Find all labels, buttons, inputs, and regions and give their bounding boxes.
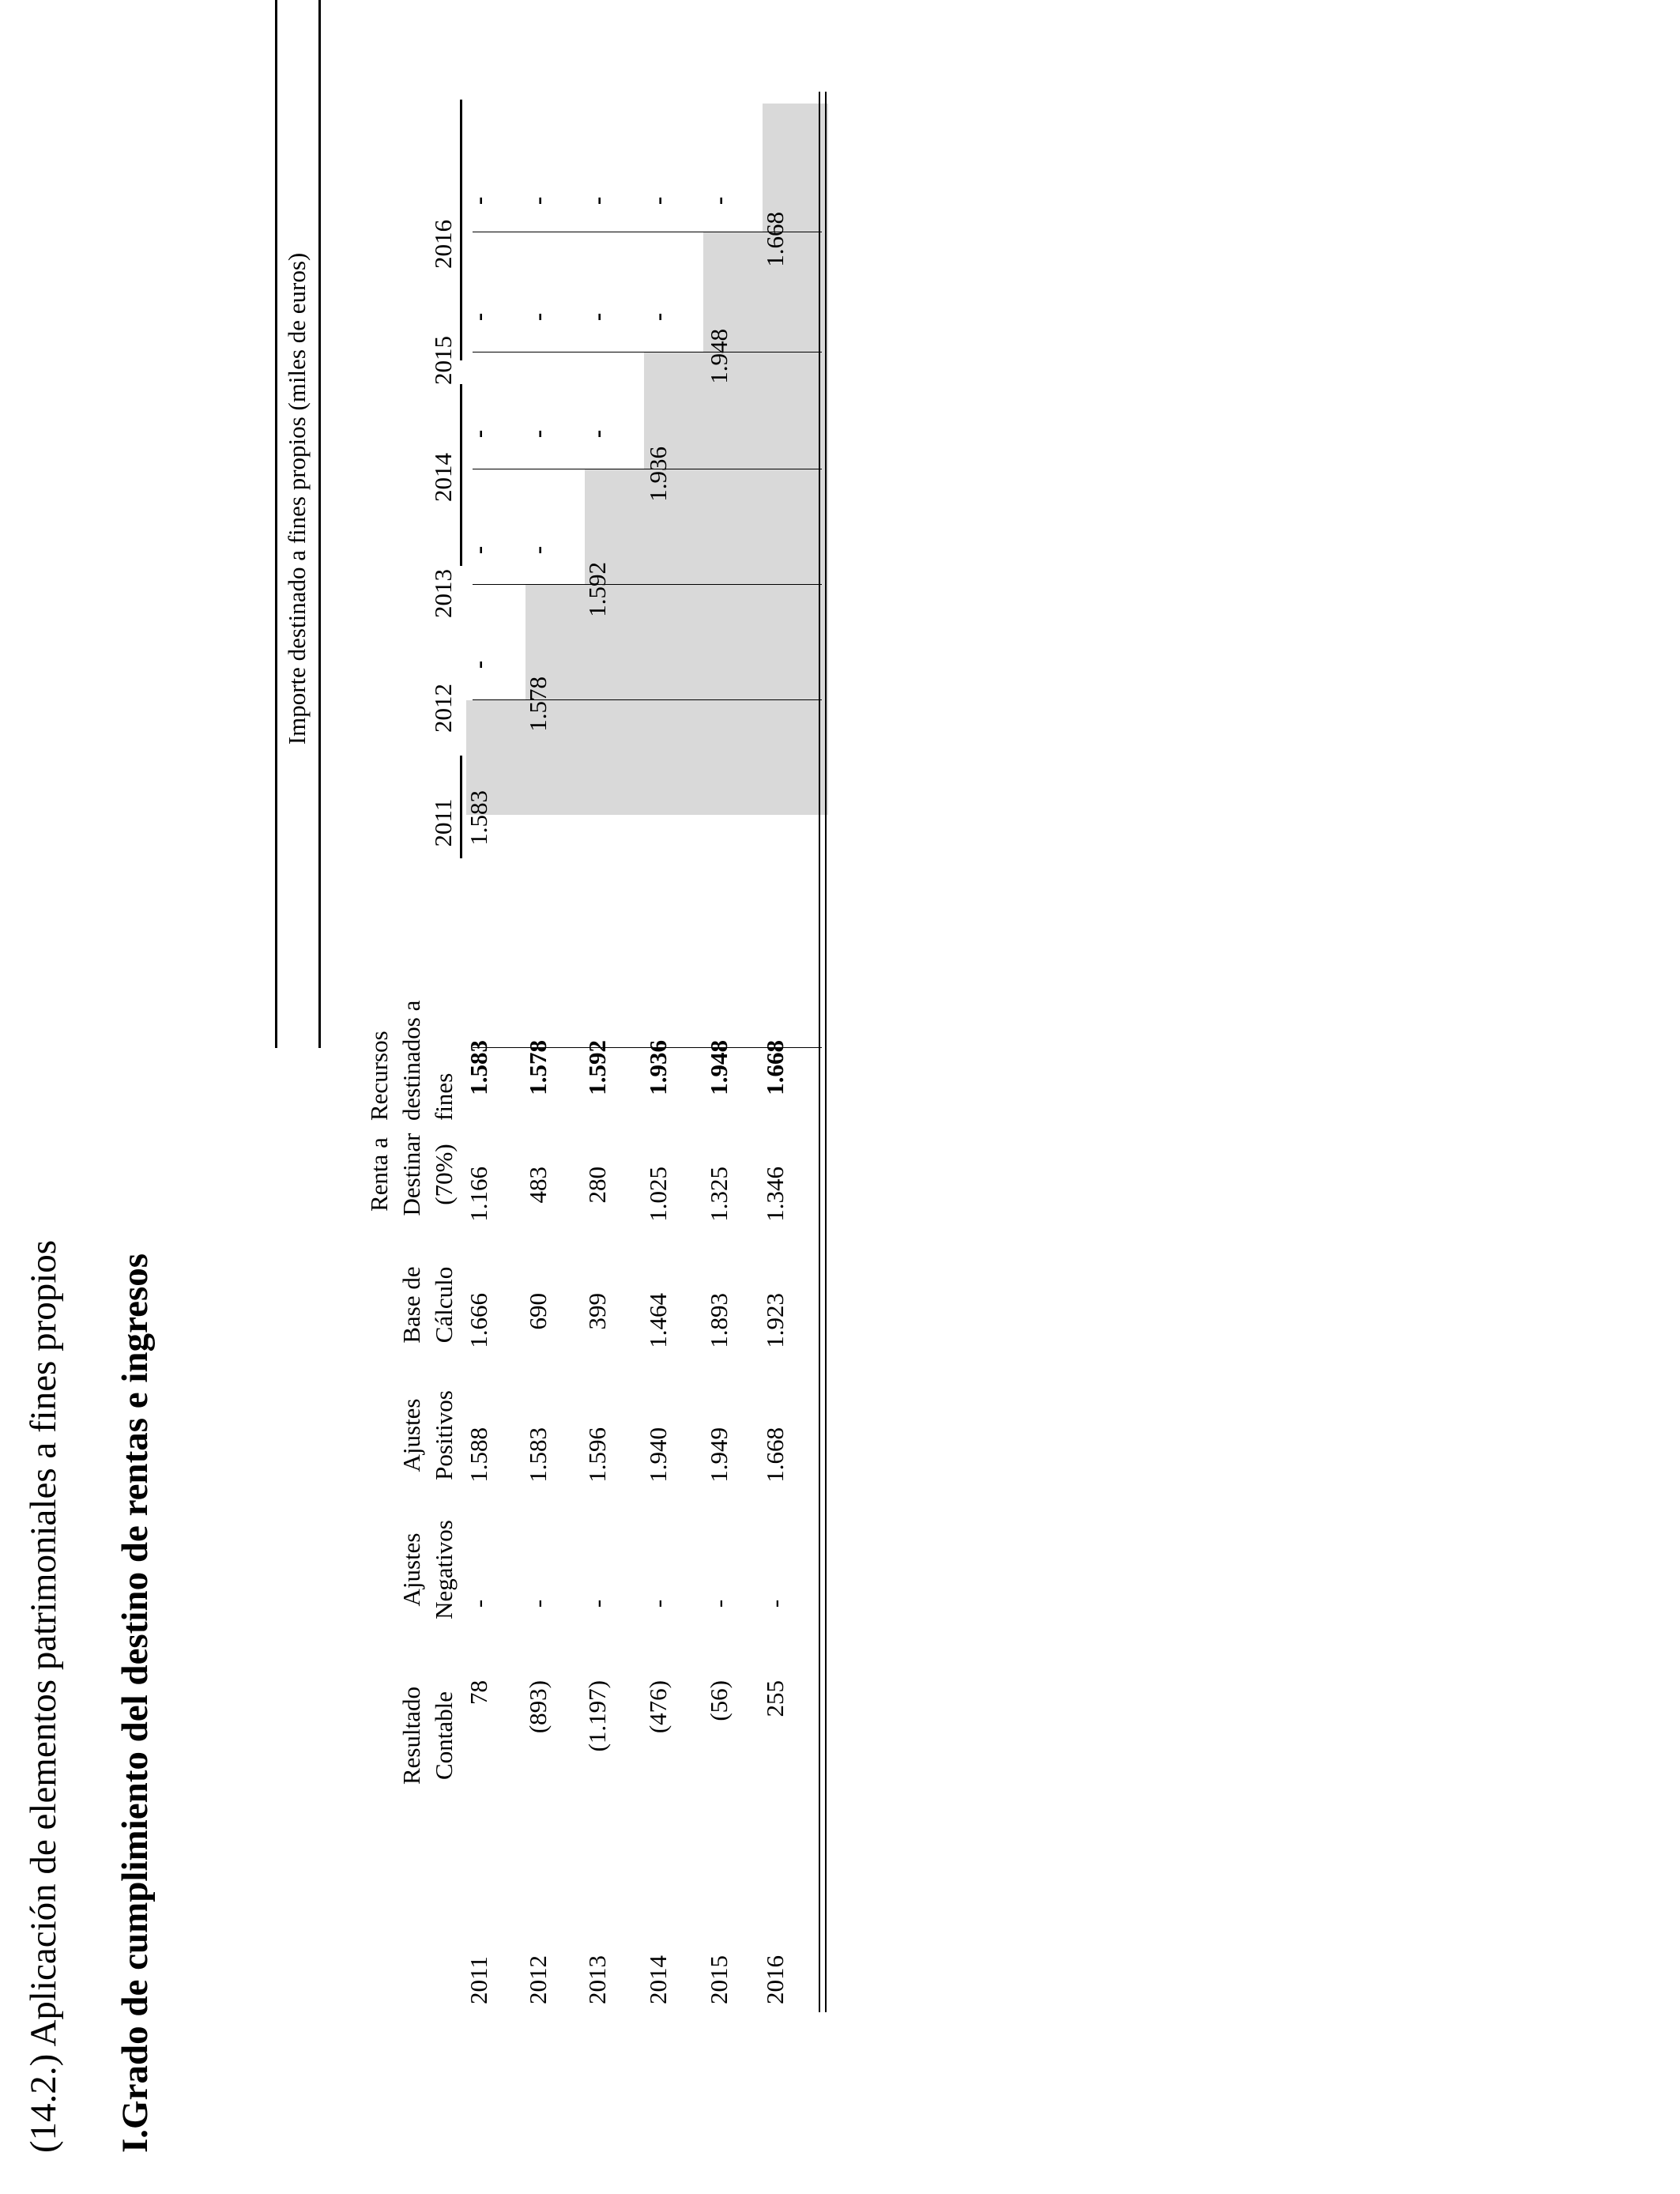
group-header: Importe destinado a fines propios (miles de euros) (283, 252, 311, 745)
cell-year-amount: 1.936 (644, 447, 672, 502)
cell-neg: - (465, 1599, 492, 1608)
row-year-label: 2011 (465, 1956, 492, 2004)
header-recursos-destinados: fines (430, 1072, 458, 1121)
cell-year-amount: - (465, 429, 492, 439)
cell-resultado: (56) (705, 1680, 733, 1721)
cell-year-amount: 1.592 (583, 562, 611, 617)
cell-year-amount: - (524, 429, 552, 439)
bottom-rule-2 (825, 92, 827, 2012)
header-ajustes-negativos: Negativos (430, 1520, 458, 1619)
cell-base: 1.893 (705, 1293, 733, 1348)
shaded-area (525, 585, 828, 700)
column-divider (473, 584, 822, 585)
cell-resultado: (893) (524, 1680, 552, 1734)
cell-resultado: (476) (644, 1680, 672, 1734)
header-recursos-destinados: Recursos (365, 1031, 393, 1121)
cell-base: 1.923 (761, 1293, 789, 1348)
header-year-2011: 2011 (429, 798, 457, 847)
year-rule-c (460, 100, 462, 360)
cell-year-amount: - (465, 196, 492, 205)
cell-year-amount: - (465, 312, 492, 322)
cell-renta: 1.025 (644, 1167, 672, 1222)
row-year-label: 2015 (705, 1955, 733, 2004)
cell-pos: 1.596 (583, 1427, 611, 1483)
header-renta-a-destinar: Destinar (397, 1133, 425, 1216)
cell-renta: 1.346 (761, 1167, 789, 1222)
cell-renta: 280 (583, 1167, 611, 1204)
header-ajustes-positivos: Ajustes (397, 1398, 425, 1472)
cell-pos: 1.949 (705, 1427, 733, 1483)
cell-recursos: 1.948 (705, 1040, 733, 1095)
header-ajustes-positivos: Positivos (430, 1390, 458, 1480)
cell-year-amount: - (524, 196, 552, 205)
cell-year-amount: - (583, 312, 611, 322)
header-ajustes-negativos: Ajustes (397, 1532, 425, 1607)
cell-resultado: 255 (761, 1680, 789, 1717)
cell-pos: 1.668 (761, 1427, 789, 1483)
cell-year-amount: - (705, 196, 733, 205)
row-year-label: 2013 (583, 1955, 611, 2004)
cell-neg: - (644, 1599, 672, 1608)
header-base-de-calculo: Base de (397, 1266, 425, 1344)
cell-year-amount: 1.578 (524, 677, 552, 732)
subsection-title: I.Grado de cumplimiento del destino de rentas e ingresos (115, 1253, 156, 2153)
cell-recursos: 1.668 (761, 1040, 789, 1095)
header-resultado-contable: Contable (430, 1691, 458, 1780)
cell-year-amount: - (583, 429, 611, 439)
header-year-2013: 2013 (429, 569, 457, 618)
cell-recursos: 1.583 (465, 1040, 492, 1095)
cell-resultado: 78 (465, 1680, 492, 1705)
header-year-2016: 2016 (429, 220, 457, 269)
cell-pos: 1.583 (524, 1427, 552, 1483)
cell-year-amount: 1.948 (705, 329, 733, 384)
cell-base: 690 (524, 1293, 552, 1330)
cell-year-amount: 1.668 (761, 212, 789, 267)
shaded-area (466, 700, 828, 815)
header-resultado-contable: Resultado (397, 1687, 425, 1785)
header-renta-a-destinar: Renta a (365, 1137, 393, 1212)
cell-pos: 1.940 (644, 1427, 672, 1483)
shaded-area (585, 469, 828, 585)
cell-neg: - (761, 1599, 789, 1608)
header-renta-a-destinar: (70%) (430, 1144, 458, 1205)
section-title: (14.2.) Aplicación de elementos patrimoniales a fines propios (23, 1239, 64, 2153)
row-year-label: 2014 (644, 1955, 672, 2004)
cell-year-amount: - (524, 545, 552, 555)
cell-renta: 1.325 (705, 1167, 733, 1222)
cell-year-amount: - (465, 660, 492, 669)
top-rule (275, 0, 277, 1048)
cell-base: 1.666 (465, 1293, 492, 1348)
cell-year-amount: - (465, 545, 492, 555)
row-year-label: 2016 (761, 1955, 789, 2004)
cell-resultado: (1.197) (583, 1680, 611, 1752)
cell-year-amount: - (583, 196, 611, 205)
cell-base: 1.464 (644, 1293, 672, 1348)
cell-base: 399 (583, 1293, 611, 1330)
cell-renta: 483 (524, 1167, 552, 1204)
cell-neg: - (583, 1599, 611, 1608)
header-base-de-calculo: Cálculo (430, 1266, 458, 1344)
cell-pos: 1.588 (465, 1427, 492, 1483)
group-header-rule (318, 0, 321, 1048)
cell-recursos: 1.936 (644, 1040, 672, 1095)
row-year-label: 2012 (524, 1955, 552, 2004)
year-rule-a (460, 756, 462, 858)
cell-year-amount: - (644, 312, 672, 322)
cell-year-amount: - (644, 196, 672, 205)
year-rule-b (460, 384, 462, 566)
cell-neg: - (524, 1599, 552, 1608)
header-year-2014: 2014 (429, 453, 457, 502)
cell-recursos: 1.592 (583, 1040, 611, 1095)
cell-year-amount: 1.583 (465, 790, 492, 846)
cell-renta: 1.166 (465, 1167, 492, 1222)
cell-neg: - (705, 1599, 733, 1608)
header-year-2012: 2012 (429, 684, 457, 733)
header-year-2015: 2015 (429, 336, 457, 385)
header-recursos-destinados: destinados a (397, 1000, 425, 1121)
bottom-rule-1 (819, 92, 820, 2012)
cell-recursos: 1.578 (524, 1040, 552, 1095)
cell-year-amount: - (524, 312, 552, 322)
